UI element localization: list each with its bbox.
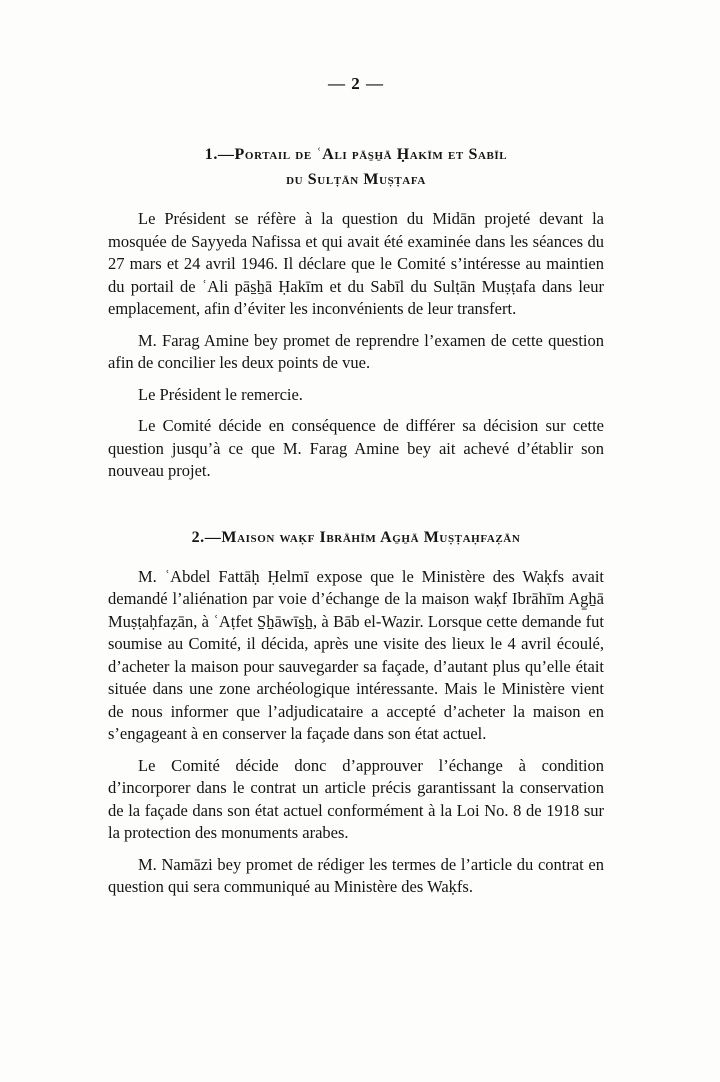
paragraph: Le Président le remercie. <box>138 384 303 404</box>
paragraph: M. ʿAbdel Fattāḥ Ḥelmī expose que le Ministère des Waḳfs avait demandé l’aliénation par voie d’échange de la maison waḳf Ibrāhīm Ag̱ẖā Muṣṭaḥfaẓān, à ʿAṭfet S̱ẖāwīs̱ẖ, à Bāb el-Wazir. Lorsque cette demande fut soumise au Comité, il décida, après une visite des lieux le 4 avril écoulé, d’acheter la maison pour sauvegarder sa façade, d’autant plus qu’elle était située dans une zone archéologique intéressante. Mais le Ministère vient de nous informer que l’adjudicataire a accepté d’acheter la maison en s’engageant à en conserver la façade dans son état actuel. <box>108 566 604 743</box>
page-number: — 2 — <box>328 74 384 93</box>
paragraph: Le Comité décide en conséquence de différer sa décision sur cette question jusqu’à ce que M. Farag Amine bey ait achevé d’établir son nouveau projet. <box>108 416 604 480</box>
section-1-heading-line-2: du Sulṭān Muṣṭafa <box>286 171 426 188</box>
section-2-heading <box>108 525 604 550</box>
paragraph: M. Farag Amine bey promet de reprendre l’examen de cette question afin de concilier les deux points de vue. <box>108 330 604 372</box>
paragraph: Le Président se réfère à la question du Midān projeté devant la mosquée de Sayyeda Nafissa et qui avait été examinée dans les séances du 27 mars et 24 avril 1946. Il déclare que le Comité s’intéresse au maintien du portail de ʿAli pās̱ẖā Ḥakīm et du Sabīl du Sulṭān Muṣṭafa dans leur emplacement, afin d’éviter les inconvénients de leur transfert. <box>108 209 604 318</box>
section-2 <box>108 525 604 899</box>
section-1-heading-line-1: 1.—Portail de ʿAli pās̱ẖā Ḥakīm et Sabīl <box>204 146 508 163</box>
text-block <box>108 74 604 899</box>
section-1 <box>108 142 604 483</box>
section-2-heading-line-1: 2.—Maison waḳf Ibrāhīm Ag̱ẖā Muṣṭaḥfaẓān <box>191 528 521 546</box>
section-1-heading <box>108 142 604 192</box>
paragraph: Le Comité décide donc d’approuver l’échange à condition d’incorporer dans le contrat un article précis garantissant la conservation de la façade dans son état actuel conformément à la Loi No. 8 de 1918 sur la protection des monuments arabes. <box>108 755 604 842</box>
paragraph: M. Namāzi bey promet de rédiger les termes de l’article du contrat en question qui sera communiqué au Ministère des Waḳfs. <box>108 854 604 896</box>
